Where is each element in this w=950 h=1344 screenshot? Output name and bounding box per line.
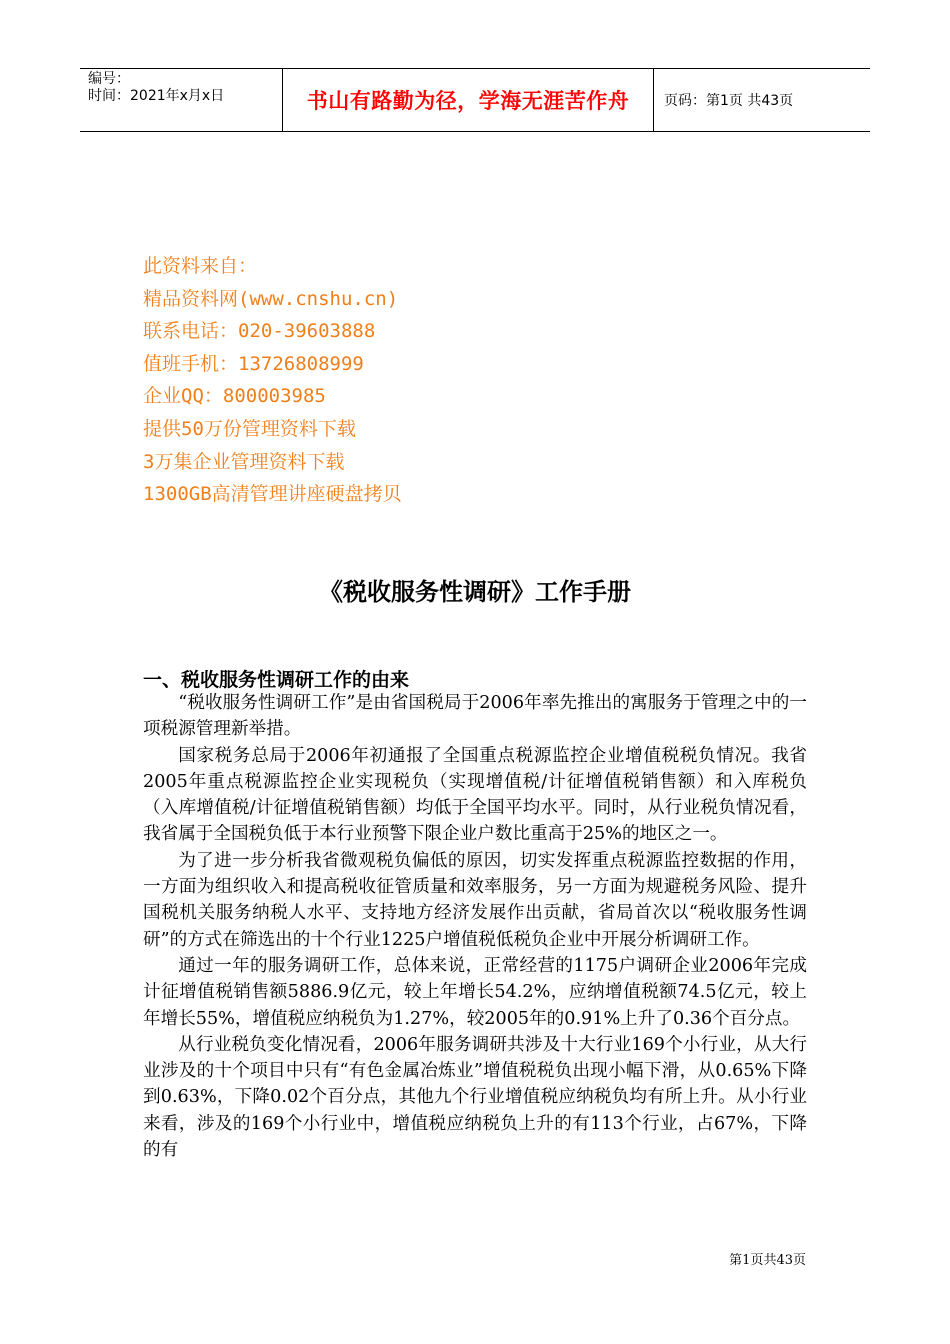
- body-paragraph: “税收服务性调研工作”是由省国税局于2006年率先推出的寓服务于管理之中的一项税源管理新举措。: [143, 693, 807, 740]
- header-page-info: 页码：第1页 共43页: [664, 93, 794, 109]
- info-line-mobile: 值班手机：13726808999: [143, 352, 364, 375]
- source-info-block: [143, 250, 402, 511]
- info-line-source: 此资料来自：: [143, 255, 258, 277]
- document-time-label: 时间：2021年x月x日: [88, 88, 225, 104]
- info-line-website: 精品资料网(www.cnshu.cn): [143, 287, 399, 310]
- document-title: 《税收服务性调研》工作手册: [319, 578, 631, 606]
- info-line-phone: 联系电话：020-39603888: [143, 320, 376, 343]
- header-motto: 书山有路勤为径，学海无涯苦作舟: [282, 69, 654, 131]
- info-line-lectures: 1300GB高清管理讲座硬盘拷贝: [143, 483, 402, 506]
- info-line-collections: 3万集企业管理资料下载: [143, 450, 345, 473]
- section-heading: 一、税收服务性调研工作的由来: [143, 669, 410, 691]
- document-number-label: 编号：: [88, 71, 130, 87]
- page-header: [80, 68, 870, 132]
- info-line-downloads: 提供50万份管理资料下载: [143, 417, 356, 440]
- info-line-qq: 企业QQ：800003985: [143, 385, 326, 408]
- body-paragraph: 从行业税负变化情况看，2006年服务调研共涉及十大行业169个小行业，从大行业涉及的十个项目中只有“有色金属冶炼业”增值税税负出现小幅下滑，从0.65%下降到0.63%，下降0.02个百分点，其他九个行业增值税应纳税负均有所上升。从小行业来看，涉及的169个小行业中，增值税应纳税负上升的有113个行业，占67%，下降的有: [143, 1034, 807, 1161]
- page-footer: 第1页共43页: [729, 1253, 806, 1268]
- body-paragraph: 为了进一步分析我省微观税负偏低的原因，切实发挥重点税源监控数据的作用，一方面为组织收入和提高税收征管质量和效率服务，另一方面为规避税务风险、提升国税机关服务纳税人水平、支持地方经济发展作出贡献，省局首次以“税收服务性调研”的方式在筛选出的十个行业1225户增值税低税负企业中开展分析调研工作。: [143, 850, 807, 950]
- body-paragraph: 国家税务总局于2006年初通报了全国重点税源监控企业增值税税负情况。我省2005年重点税源监控企业实现税负（实现增值税/计征增值税销售额）和入库税负（入库增值税/计征增值税销售额）均低于全国平均水平。同时，从行业税负情况看，我省属于全国税负低于本行业预警下限企业户数比重高于25%的地区之一。: [143, 745, 807, 845]
- body-paragraph: 通过一年的服务调研工作，总体来说，正常经营的1175户调研企业2006年完成计征增值税销售额5886.9亿元，较上年增长54.2%，应纳增值税额74.5亿元，较上年增长55%，增值税应纳税负为1.27%，较2005年的0.91%上升了0.36个百分点。: [143, 955, 807, 1029]
- document-body: [143, 690, 807, 1163]
- header-meta: [80, 69, 282, 131]
